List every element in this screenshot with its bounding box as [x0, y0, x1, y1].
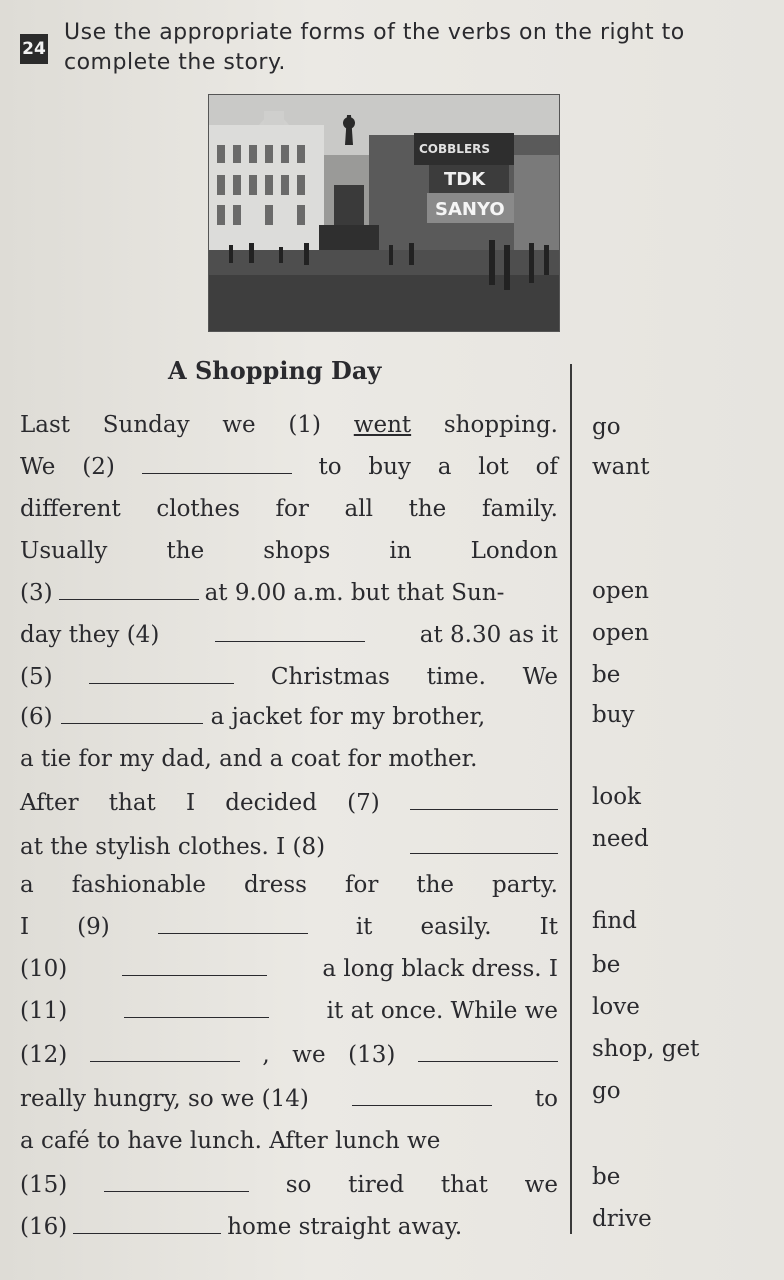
- story-line-4: [20, 538, 558, 564]
- blank-number: (12): [20, 1042, 68, 1068]
- story-line-7: [20, 664, 558, 690]
- story-line-10: [20, 790, 558, 816]
- word: it: [355, 914, 373, 940]
- word: buy: [368, 454, 411, 480]
- word: It: [539, 914, 558, 940]
- answer-blank[interactable]: [59, 595, 199, 600]
- word: London: [470, 538, 558, 564]
- word: so: [285, 1172, 312, 1198]
- blank-number: (5): [20, 664, 53, 690]
- verb-12-13: shop, get: [592, 1036, 700, 1062]
- answer-blank[interactable]: [142, 469, 292, 474]
- word: I: [186, 790, 196, 816]
- word: a: [20, 872, 34, 898]
- text: at 8.30 as it: [419, 622, 558, 648]
- word: to: [534, 1086, 558, 1112]
- word: that: [440, 1172, 488, 1198]
- verb-7: look: [592, 784, 641, 810]
- answer-blank[interactable]: [124, 1013, 269, 1018]
- word: tired: [348, 1172, 405, 1198]
- word: in: [389, 538, 412, 564]
- verb-1: go: [592, 414, 621, 440]
- story-line-12: [20, 872, 558, 898]
- verb-14: go: [592, 1078, 621, 1104]
- text: a café to have lunch. After lunch we: [20, 1128, 441, 1154]
- blank-number: (2): [82, 454, 115, 480]
- story-line-2: [20, 454, 558, 480]
- word: shopping.: [443, 412, 558, 438]
- story-line-19: [20, 1172, 558, 1198]
- verb-8: need: [592, 826, 649, 852]
- word: the: [416, 872, 455, 898]
- verb-3: open: [592, 578, 649, 604]
- story-line-1: [20, 412, 558, 438]
- answer-blank[interactable]: [410, 805, 558, 810]
- blank-number: (6): [20, 704, 53, 730]
- story-line-15: [20, 998, 558, 1024]
- story-line-14: [20, 956, 558, 982]
- story-line-20: [20, 1214, 558, 1240]
- word: time.: [426, 664, 486, 690]
- word: to: [318, 454, 342, 480]
- blank-number: (9): [77, 914, 110, 940]
- word: that: [108, 790, 156, 816]
- blank-number: (3): [20, 580, 53, 606]
- story-line-6: [20, 622, 558, 648]
- word: the: [166, 538, 205, 564]
- text: home straight away.: [227, 1214, 463, 1240]
- story-line-8: [20, 704, 558, 730]
- word: We: [20, 454, 56, 480]
- answer-blank[interactable]: [410, 849, 558, 854]
- story-line-3: [20, 496, 558, 522]
- word: Sunday: [102, 412, 190, 438]
- story-line-18: [20, 1128, 558, 1154]
- comma: ,: [262, 1042, 270, 1068]
- word: easily.: [420, 914, 492, 940]
- story-line-5: [20, 580, 558, 606]
- photo-sign-tdk: TDK: [444, 169, 486, 190]
- word: different: [20, 496, 121, 522]
- story-line-16: [20, 1042, 558, 1068]
- word: all: [344, 496, 373, 522]
- text: a jacket for my brother,: [210, 704, 486, 730]
- blank-number: (11): [20, 998, 68, 1024]
- column-divider: [570, 364, 572, 1234]
- blank-number: (7): [347, 790, 380, 816]
- word: decided: [225, 790, 317, 816]
- word: for: [275, 496, 309, 522]
- answer-blank[interactable]: [418, 1057, 558, 1062]
- word: Last: [20, 412, 71, 438]
- word: After: [20, 790, 79, 816]
- blank-number: (1): [288, 412, 322, 438]
- blank-number: (10): [20, 956, 68, 982]
- photo-sign-sanyo: SANYO: [435, 199, 505, 220]
- text: a tie for my dad, and a coat for mother.: [20, 746, 478, 772]
- blank-number: (15): [20, 1172, 68, 1198]
- word: fashionable: [71, 872, 206, 898]
- word: for: [344, 872, 379, 898]
- text: it at once. While we: [326, 998, 558, 1024]
- story-line-13: [20, 914, 558, 940]
- word: we: [292, 1042, 326, 1068]
- text: at the stylish clothes. I (8): [20, 834, 326, 860]
- verb-4: open: [592, 620, 649, 646]
- answer-blank[interactable]: [89, 679, 234, 684]
- text: really hungry, so we (14): [20, 1086, 309, 1112]
- word: family.: [481, 496, 558, 522]
- example-answer: went: [353, 412, 412, 438]
- answer-blank[interactable]: [215, 637, 365, 642]
- text: day they (4): [20, 622, 160, 648]
- verb-10: be: [592, 952, 621, 978]
- word: We: [522, 664, 558, 690]
- photo-sign-cobblers: COBBLERS: [419, 142, 491, 156]
- story-line-11: [20, 834, 558, 860]
- word: of: [535, 454, 558, 480]
- story-line-17: [20, 1086, 558, 1112]
- story-title: A Shopping Day: [168, 356, 382, 385]
- word: we: [222, 412, 256, 438]
- verb-6: buy: [592, 702, 635, 728]
- piccadilly-circus-photo: [208, 94, 560, 332]
- word: Christmas: [270, 664, 390, 690]
- answer-blank[interactable]: [158, 929, 308, 934]
- verb-5: be: [592, 662, 621, 688]
- exercise-instruction: Use the appropriate forms of the verbs on the right to complete the story.: [64, 20, 685, 75]
- word: lot: [478, 454, 509, 480]
- word: dress: [244, 872, 307, 898]
- text: at 9.00 a.m. but that Sun-: [204, 580, 505, 606]
- word: a: [437, 454, 452, 480]
- word: shops: [263, 538, 331, 564]
- answer-blank[interactable]: [61, 719, 203, 724]
- verb-15: be: [592, 1164, 621, 1190]
- word: we: [524, 1172, 558, 1198]
- story-line-9: [20, 746, 558, 772]
- word: I: [20, 914, 30, 940]
- verb-2: want: [592, 454, 650, 480]
- answer-blank[interactable]: [104, 1187, 249, 1192]
- exercise-number-badge: 24: [20, 34, 48, 64]
- answer-blank[interactable]: [90, 1057, 240, 1062]
- verb-11: love: [592, 994, 640, 1020]
- text: a long black dress. I: [322, 956, 558, 982]
- word: party.: [492, 872, 558, 898]
- verb-16: drive: [592, 1206, 652, 1232]
- blank-number: (13): [348, 1042, 396, 1068]
- answer-blank[interactable]: [73, 1229, 221, 1234]
- word: the: [408, 496, 447, 522]
- answer-blank[interactable]: [122, 971, 267, 976]
- word: Usually: [20, 538, 108, 564]
- blank-number: (16): [20, 1214, 68, 1240]
- word: clothes: [156, 496, 240, 522]
- verb-9: find: [592, 908, 637, 934]
- answer-blank[interactable]: [352, 1101, 492, 1106]
